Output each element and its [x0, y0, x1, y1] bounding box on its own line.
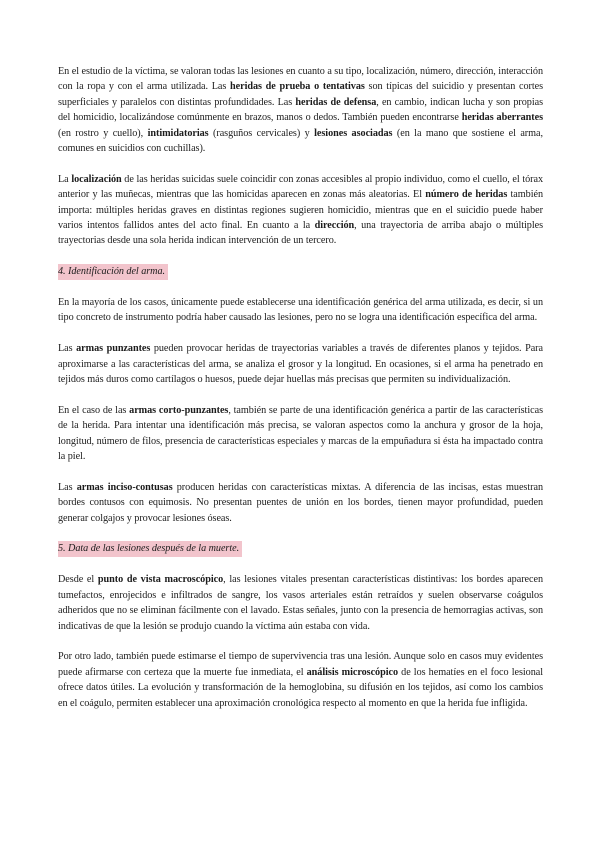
- paragraph-armas-inciso-contusas: [58, 480, 543, 526]
- bold-term: dirección: [314, 220, 355, 232]
- text: producen heridas con características mixtas. A diferencia de las incisas, estas muestran bordes contusos con equimosis. No presentan puentes de unión en los bordes, tienen mayor profundidad, pueden generar colgajos y provocar lesiones óseas.: [58, 481, 543, 524]
- bold-term: armas corto-punzantes: [129, 404, 229, 416]
- paragraph-punto-vista-macroscopico: [58, 572, 543, 634]
- paragraph-tiempo-supervivencia: [58, 649, 543, 711]
- text: La: [58, 173, 72, 185]
- section-heading-5-wrap: [58, 541, 543, 572]
- text: de los hematíes en el foco lesional ofrece datos útiles. La evolución y transformación de la hemoglobina, su difusión en los tejidos, así como los cambios en el coágulo, permiten establecer una aproximación cronológica respecto al momento en que la herida fue infligida.: [58, 666, 544, 709]
- bold-term: armas inciso-contusas: [76, 481, 173, 493]
- text: Las: [58, 343, 77, 355]
- text: son típicas del suicidio y presentan cortes superficiales y paralelos con distintas profundidades. Las: [58, 81, 543, 108]
- bold-term: armas punzantes: [76, 343, 151, 355]
- paragraph-armas-punzantes: [58, 341, 543, 387]
- bold-term: localización: [71, 173, 122, 185]
- text: En el caso de las: [58, 404, 130, 416]
- document-page: [58, 64, 543, 726]
- text: , también se parte de una identificación genérica a partir de las características de la herida. Para intentar una identificación más precisa, se valoran aspectos como la anchura y grosor de la hoja, longitud, número de filos, presencia de características especiales y marcas de la empuñadura si ésta ha impactado contra la piel.: [58, 404, 543, 463]
- text: En la mayoría de los casos, únicamente puede establecerse una identificación genérica del arma utilizada, es decir, si un tipo concreto de instrumento podría haber causado las lesiones, pero no se logra una identificación específica del arma.: [58, 297, 543, 324]
- text: En el estudio de la víctima, se valoran todas las lesiones en cuanto a su tipo, localización, número, dirección, interacción con la ropa y con el arma utilizada. Las: [58, 66, 543, 93]
- text: (en rostro y cuello),: [58, 127, 148, 139]
- text: (rasguños cervicales) y: [208, 127, 315, 139]
- section-heading-4-wrap: [58, 264, 543, 295]
- text: de las heridas suicidas suele coincidir con zonas accesibles al propio individuo, como el cuello, el tórax anterior y las muñecas, mientras que las homicidas aparecen en zonas más aleatorias. El: [58, 173, 543, 201]
- text: , una trayectoria de arriba abajo o múltiples trayectorias desde una sola herida indican intervención de un tercero.: [58, 220, 543, 247]
- text: Las: [58, 481, 77, 493]
- text: Desde el: [58, 574, 98, 586]
- paragraph-localizacion: [58, 172, 543, 249]
- bold-term: número de heridas: [425, 189, 508, 201]
- bold-term: heridas de defensa: [295, 96, 377, 108]
- paragraph-armas-corto-punzantes: [58, 403, 543, 465]
- text: , en cambio, indican lucha y son propias del homicidio, localizándose comúnmente en brazos, manos o dedos. También pueden encontrarse: [58, 96, 543, 124]
- bold-term: heridas aberrantes: [461, 112, 543, 124]
- text: también importa: múltiples heridas graves en distintas regiones sugieren homicidio, mientras que en el suicidio puede haber varios intentos fallidos antes del acto final. En cuanto a la: [58, 189, 543, 232]
- text: (en la mano que sostiene el arma, comunes en suicidios con cuchillas).: [58, 127, 543, 155]
- paragraph-lesiones-victima: [58, 64, 543, 156]
- paragraph-identificacion-generica: [58, 295, 543, 326]
- bold-term: heridas de prueba o tentativas: [230, 81, 365, 93]
- section-heading-identificacion-arma: 4. Identificación del arma.: [58, 264, 168, 279]
- bold-term: lesiones asociadas: [314, 127, 393, 139]
- text: pueden provocar heridas de trayectorias variables a través de diferentes planos y tejidos. Para aproximarse a las características del arma, se analiza el grosor y la longitud. En ocasiones, si el arma ha penetrado en tejidos más duros como cartílagos o huesos, puede dejar huellas más precisas que permiten su individualización.: [58, 343, 543, 386]
- text: Por otro lado, también puede estimarse el tiempo de supervivencia tras una lesión. Aunque solo en casos muy evidentes puede afirmarse con certeza que la muerte fue inmediata, el: [58, 651, 543, 678]
- bold-term: análisis microscópico: [306, 666, 399, 678]
- text: , las lesiones vitales presentan características distintivas: los bordes aparecen tumefactos, enrojecidos e infiltrados de sangre, los vasos arteriales están retraídos y suelen observarse coágulos adheridos que no se eliminan fácilmente con el lavado. Estas señales, junto con la presencia de hemorragias activas, son indicativas de que la lesión se produjo cuando la víctima aún estaba con vida.: [58, 574, 543, 632]
- bold-term: intimidatorias: [147, 127, 209, 139]
- bold-term: punto de vista macroscópico: [97, 574, 224, 586]
- section-heading-data-lesiones: 5. Data de las lesiones después de la muerte.: [58, 541, 242, 556]
